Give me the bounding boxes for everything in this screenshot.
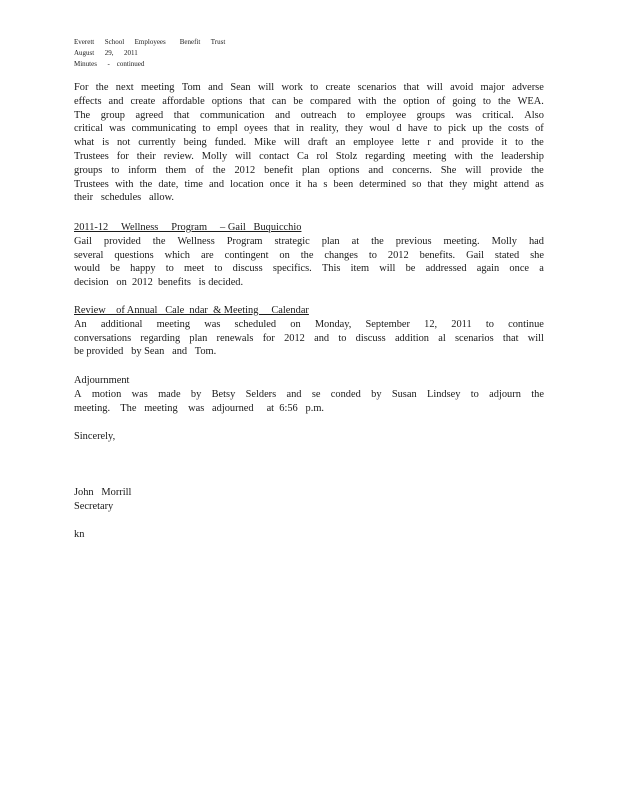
- word: Gail: [74, 235, 92, 247]
- word: addressed: [425, 263, 467, 275]
- word: The: [74, 109, 91, 121]
- word: meeting: [141, 82, 175, 93]
- paragraph-line: [74, 249, 544, 263]
- word: groups: [74, 164, 103, 176]
- word: create: [325, 82, 351, 93]
- word: will: [379, 263, 396, 275]
- word: group: [100, 109, 125, 121]
- word: and: [368, 164, 384, 176]
- word: to: [482, 95, 491, 107]
- word: the: [480, 150, 494, 162]
- word: once: [509, 263, 530, 275]
- word: attend: [503, 178, 530, 190]
- word: them: [165, 164, 187, 176]
- adjournment-heading: Adjournment: [74, 375, 130, 386]
- paragraph-line: [74, 136, 544, 150]
- word: WEA.: [517, 95, 544, 107]
- word: critical.: [482, 109, 514, 121]
- word: what: [74, 137, 95, 149]
- word: for: [262, 332, 275, 344]
- word: meeting.: [443, 235, 480, 247]
- typist-initials: kn: [74, 529, 85, 540]
- paragraph-line: [74, 122, 544, 136]
- word: Monday,: [314, 318, 352, 330]
- word: Gail: [466, 249, 484, 261]
- word: the: [489, 123, 502, 135]
- word: determined: [359, 178, 407, 190]
- word: can: [271, 95, 287, 107]
- word: September: [365, 318, 410, 330]
- word: will: [465, 164, 482, 176]
- word: previous: [395, 235, 432, 247]
- word: provide: [461, 137, 494, 149]
- word: going: [452, 95, 476, 107]
- paragraph-line: [74, 262, 544, 276]
- paragraph-line: [74, 81, 544, 95]
- calendar-heading: Review of Annual Cale ndar & Meeting Calendar: [74, 305, 309, 316]
- word: item: [350, 263, 370, 275]
- word: conded: [330, 388, 361, 400]
- paragraph-line: [74, 388, 544, 402]
- word: with: [454, 150, 473, 162]
- word: 2012: [234, 164, 256, 176]
- word: benefit: [264, 164, 294, 176]
- word: Also: [524, 109, 544, 121]
- word: additional: [100, 318, 143, 330]
- word: to: [485, 318, 494, 330]
- word: Trustees: [74, 150, 109, 162]
- word: for: [116, 150, 129, 162]
- word: Ca: [297, 150, 309, 162]
- word: review.: [163, 150, 194, 162]
- word: compared: [310, 95, 351, 107]
- word: and: [275, 109, 291, 121]
- paragraph-line: [74, 109, 544, 123]
- word: create: [130, 95, 156, 107]
- word: scenarios: [357, 82, 397, 93]
- word: will: [257, 82, 275, 93]
- word: s: [323, 178, 328, 190]
- word: to: [202, 123, 211, 135]
- word: plan: [321, 235, 340, 247]
- word: and: [108, 95, 124, 107]
- word: date,: [158, 178, 179, 190]
- word: Tom: [181, 82, 201, 93]
- word: are: [200, 249, 214, 261]
- word: by: [371, 388, 382, 400]
- paragraph-line: [74, 318, 544, 332]
- word: contact: [259, 150, 290, 162]
- word: be: [293, 95, 304, 107]
- word: empl: [216, 123, 238, 135]
- paragraph-last-line: meeting. The meeting was adjourned at 6:56 p.m.: [74, 402, 324, 414]
- word: Mike: [254, 137, 276, 149]
- word: once: [269, 178, 290, 190]
- word: conversations: [74, 332, 132, 344]
- word: 2012: [387, 249, 409, 261]
- word: the: [212, 164, 226, 176]
- word: leadership: [501, 150, 544, 162]
- paragraph-line: [74, 164, 544, 178]
- word: work: [281, 82, 303, 93]
- word: She: [440, 164, 457, 176]
- word: by: [190, 388, 202, 400]
- word: costs: [508, 123, 529, 135]
- word: that: [427, 178, 444, 190]
- word: and: [438, 137, 454, 149]
- word: been: [333, 178, 354, 190]
- word: reality,: [310, 123, 339, 135]
- word: to: [310, 82, 319, 93]
- word: the: [152, 235, 166, 247]
- word: an: [335, 137, 346, 149]
- signature-title: Secretary: [74, 501, 114, 512]
- word: so: [412, 178, 422, 190]
- word: plan: [301, 164, 320, 176]
- word: changes: [324, 249, 358, 261]
- word: and: [209, 178, 225, 190]
- word: being: [183, 137, 207, 149]
- word: was: [455, 109, 472, 121]
- word: Susan: [391, 388, 417, 400]
- word: affordable: [162, 95, 205, 107]
- word: concerns.: [392, 164, 432, 176]
- word: which: [164, 249, 190, 261]
- word: to: [111, 164, 120, 176]
- word: they: [345, 123, 363, 135]
- word: major: [480, 82, 505, 93]
- word: 2011: [451, 318, 472, 330]
- word: Lindsey: [426, 388, 461, 400]
- word: al: [438, 332, 446, 344]
- word: would: [74, 263, 100, 275]
- paragraph-last-line: their schedules allow.: [74, 192, 175, 204]
- word: draft: [307, 137, 328, 149]
- word: and: [286, 388, 302, 400]
- word: An: [74, 318, 87, 330]
- word: was: [109, 123, 126, 135]
- word: was: [131, 388, 148, 400]
- word: that: [502, 332, 519, 344]
- word: to: [214, 263, 223, 275]
- paragraph-last-line: be provided by Sean and Tom.: [74, 346, 217, 358]
- word: funded.: [214, 137, 247, 149]
- word: provide: [490, 164, 523, 176]
- word: to: [347, 109, 356, 121]
- word: to: [165, 263, 174, 275]
- header-line-2: August 29, 2011: [74, 49, 138, 57]
- word: the: [497, 95, 511, 107]
- paragraph-line: [74, 95, 544, 109]
- paragraph-last-line: decision on 2012 benefits is decided.: [74, 277, 244, 289]
- word: on: [290, 318, 301, 330]
- word: regarding: [140, 332, 181, 344]
- word: This: [321, 263, 341, 275]
- word: to: [368, 249, 377, 261]
- word: that: [273, 123, 290, 135]
- word: For: [74, 82, 89, 93]
- word: next: [115, 82, 134, 93]
- word: employee: [353, 137, 394, 149]
- word: is: [102, 137, 110, 149]
- word: with: [114, 178, 134, 190]
- word: be: [110, 263, 120, 275]
- word: in: [295, 123, 304, 135]
- word: meet: [183, 263, 205, 275]
- word: the: [371, 235, 384, 247]
- word: questions: [114, 249, 154, 261]
- word: it: [295, 178, 302, 190]
- word: specifics.: [272, 263, 312, 275]
- word: of: [195, 164, 204, 176]
- word: the: [383, 95, 397, 107]
- word: Molly: [491, 235, 517, 247]
- section-calendar: [74, 304, 544, 359]
- paragraph-line: [74, 150, 544, 164]
- word: inform: [128, 164, 157, 176]
- word: that: [173, 109, 190, 121]
- word: be: [405, 263, 416, 275]
- word: regarding: [365, 150, 405, 162]
- word: rol: [316, 150, 329, 162]
- word: time: [184, 178, 203, 190]
- word: happy: [130, 263, 156, 275]
- word: strategic: [274, 235, 310, 247]
- word: it: [501, 137, 508, 149]
- word: options: [328, 164, 360, 176]
- word: meeting: [412, 150, 447, 162]
- word: Betsy: [211, 388, 236, 400]
- word: a: [539, 263, 544, 275]
- word: scenarios: [454, 332, 494, 344]
- word: avoid: [450, 82, 474, 93]
- word: the: [531, 164, 544, 176]
- word: she: [530, 249, 544, 261]
- word: the: [300, 249, 314, 261]
- word: was: [204, 318, 221, 330]
- header-line-3: Minutes - continued: [74, 60, 145, 68]
- word: again: [476, 263, 500, 275]
- word: d: [396, 123, 402, 135]
- word: location: [230, 178, 264, 190]
- paragraph-line: [74, 235, 544, 249]
- word: discuss: [355, 332, 386, 344]
- paragraph-line: [74, 178, 544, 192]
- section-wellness: [74, 221, 544, 290]
- word: outreach: [300, 109, 337, 121]
- word: that: [249, 95, 265, 107]
- word: to: [433, 123, 442, 135]
- word: to: [515, 137, 524, 149]
- word: of: [535, 123, 544, 135]
- word: and: [314, 332, 330, 344]
- word: pick: [448, 123, 467, 135]
- word: plan: [189, 332, 208, 344]
- word: discuss: [232, 263, 263, 275]
- word: benefits.: [419, 249, 456, 261]
- word: agreed: [135, 109, 164, 121]
- word: employee: [365, 109, 407, 121]
- word: provided: [103, 235, 141, 247]
- word: had: [528, 235, 544, 247]
- word: addition: [394, 332, 429, 344]
- word: adverse: [512, 82, 544, 93]
- word: will: [283, 137, 301, 149]
- word: the: [139, 178, 153, 190]
- word: ha: [307, 178, 318, 190]
- word: stated: [494, 249, 520, 261]
- word: adjourn: [489, 388, 521, 400]
- word: the: [531, 137, 544, 149]
- word: motion: [91, 388, 122, 400]
- word: option: [403, 95, 430, 107]
- word: groups: [416, 109, 445, 121]
- word: oyees: [244, 123, 268, 135]
- word: have: [407, 123, 428, 135]
- word: 12,: [424, 318, 438, 330]
- word: Sean: [230, 82, 251, 93]
- word: that: [403, 82, 420, 93]
- word: lette: [401, 137, 420, 149]
- word: at: [351, 235, 360, 247]
- section-adjournment: [74, 374, 544, 415]
- word: Program: [226, 235, 263, 247]
- word: up: [472, 123, 483, 135]
- word: communicating: [131, 123, 197, 135]
- word: contingent: [224, 249, 269, 261]
- wellness-heading: 2011-12 Wellness Program – Gail Buquicchio: [74, 222, 302, 233]
- header-line-1: Everett School Employees Benefit Trust: [74, 38, 226, 46]
- paragraph-line: [74, 332, 544, 346]
- word: meeting: [156, 318, 191, 330]
- signature-name: John Morrill: [74, 487, 132, 498]
- word: 2012: [284, 332, 305, 344]
- word: renewals: [216, 332, 254, 344]
- word: will: [426, 82, 443, 93]
- closing-sincerely: Sincerely,: [74, 431, 116, 442]
- word: Trustees: [74, 178, 109, 190]
- word: the: [95, 82, 109, 93]
- word: options: [211, 95, 243, 107]
- word: scheduled: [234, 318, 277, 330]
- word: made: [158, 388, 181, 400]
- word: to: [470, 388, 479, 400]
- word: A: [74, 388, 82, 400]
- word: will: [235, 150, 252, 162]
- word: r: [427, 137, 431, 149]
- word: not: [116, 137, 131, 149]
- word: critical: [74, 123, 103, 135]
- word: Wellness: [177, 235, 215, 247]
- word: of: [436, 95, 446, 107]
- word: Selders: [245, 388, 277, 400]
- paragraph-scenarios: [74, 81, 544, 205]
- word: currently: [138, 137, 176, 149]
- word: woul: [369, 123, 391, 135]
- word: communication: [199, 109, 265, 121]
- word: their: [136, 150, 156, 162]
- word: effects: [74, 95, 102, 107]
- word: se: [311, 388, 321, 400]
- word: continue: [508, 318, 544, 330]
- word: and: [208, 82, 224, 93]
- word: the: [531, 388, 544, 400]
- word: might: [473, 178, 498, 190]
- word: Molly: [201, 150, 228, 162]
- word: several: [74, 249, 104, 261]
- word: Stolz: [335, 150, 358, 162]
- word: as: [535, 178, 544, 190]
- word: with: [357, 95, 377, 107]
- word: to: [338, 332, 347, 344]
- word: they: [449, 178, 468, 190]
- word: on: [279, 249, 290, 261]
- word: will: [527, 332, 544, 344]
